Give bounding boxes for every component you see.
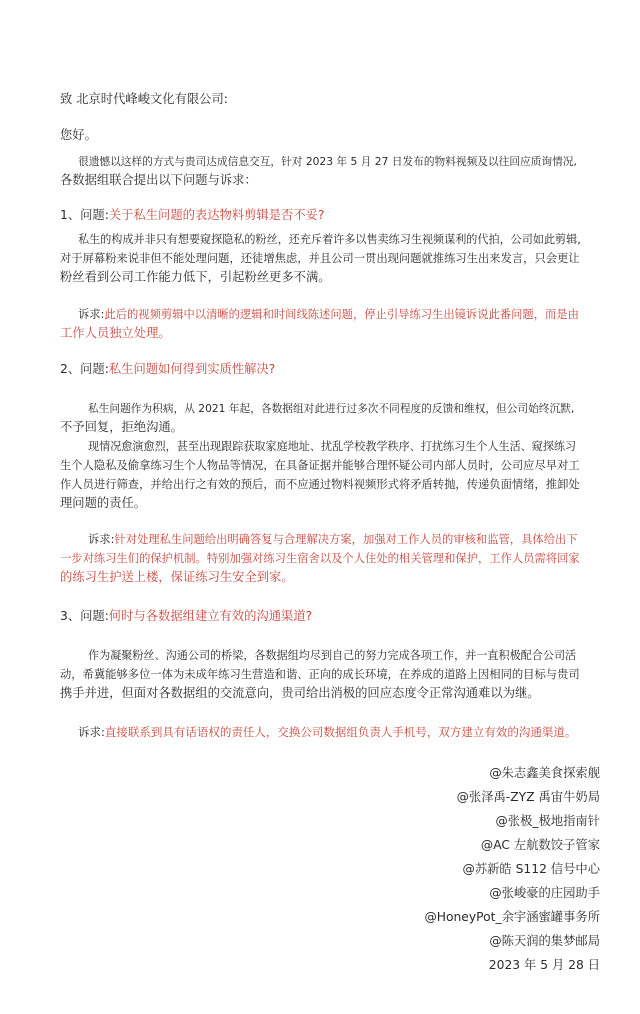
recipient-line: 致 北京时代峰峻文化有限公司: [60,92,228,106]
question-label: 3、问题: [60,609,109,623]
body-line: 现情况愈演愈烈，甚至出现跟踪获取家庭地址、扰乱学校教学秩序、打扰练习生个人生活、窥探练习 [88,440,577,453]
question-text: 何时与各数据组建立有效的沟通渠道? [108,609,313,623]
question-heading [60,608,580,625]
intro-line: 很遗憾以这样的方式与贵司达成信息交互，针对 2023 年 5 月 27 日发布的物料视频及以往回应质询情况, [78,155,577,168]
question-label: 2、问题: [60,362,109,376]
demand-text: 针对处理私生问题给出明确答复与合理解决方案，加强对工作人员的审核和监管，具体给出下 [114,533,578,546]
demand-text: 直接联系到具有话语权的责任人，交换公司数据组负责人手机号，双方建立有效的沟通渠道。 [104,725,577,739]
signature: @陈天润的集梦邮局 [489,934,600,948]
body-line: 粉丝看到公司工作能力低下，引起粉丝更多不满。 [60,270,331,284]
body-line: 携手并进，但面对各数据组的交流意向，贵司给出消极的回应态度令正常沟通难以为继。 [60,686,540,700]
signature: @张泽禹-ZYZ 禹宙牛奶局 [456,790,600,804]
signature: @AC 左航数饺子管家 [480,838,600,852]
body-line: 对于屏幕粉来说非但不能处理问题，还徒增焦虑，并且公司一贯出现问题就推练习生出来发言，只会更让 [60,252,580,265]
body-line: 私生问题作为积病，从 2021 年起，各数据组对此进行过多次不同程度的反馈和维权，但公司始终沉默, [88,402,575,415]
question-text: 关于私生问题的表达物料剪辑是否不妥? [108,208,325,222]
demand-text: 此后的视频剪辑中以清晰的逻辑和时间线陈述问题，停止引导练习生出镜诉说此番问题，而是由 [104,308,579,321]
signature: @HoneyPot_余宇涵蜜罐事务所 [424,910,600,924]
body-line: 作人员进行筛查，并给出行之有效的预后，而不应通过物料视频形式将矛盾转抛，传递负面情绪，推卸处 [60,478,580,491]
body-line: 生个人隐私及偷拿练习生个人物品等情况，在具备证据并能够合理怀疑公司内部人员时，公司应尽早对工 [60,459,580,472]
body-line: 动，希冀能够多位一体为未成年练习生营造和谐、正向的成长环境，在养成的道路上因相同的目标与贵司 [60,668,580,681]
question-label: 1、问题: [60,208,109,222]
intro-line: 各数据组联合提出以下问题与诉求： [60,173,257,187]
body-line: 理问题的责任。 [60,496,147,510]
demand-label: 诉求: [78,308,105,321]
signature: @张峻豪的庄园助手 [489,886,600,900]
letter-date: 2023 年 5 月 28 日 [488,958,600,972]
demand-line [78,724,580,741]
demand-line: 一步对练习生们的保护机制。特别加强对练习生宿舍以及个人住处的相关管理和保护，工作人员需将回家 [60,552,580,565]
demand-line [78,306,580,323]
greeting: 您好。 [60,128,97,142]
question-heading [60,207,580,224]
body-line: 不予回复，拒绝沟通。 [60,420,183,434]
demand-line: 的练习生护送上楼，保证练习生安全到家。 [60,570,294,584]
signature: @张极_极地指南针 [495,814,600,828]
body-line: 作为凝聚粉丝、沟通公司的桥梁，各数据组均尽到自己的努力完成各项工作，并一直积极配合公司活 [88,649,577,662]
question-heading [60,361,580,378]
demand-line: 工作人员独立处理。 [60,326,171,340]
question-text: 私生问题如何得到实质性解决? [108,362,276,376]
demand-label: 诉求: [78,725,105,739]
signature: @苏新皓 S112 信号中心 [462,862,600,876]
demand-line [88,531,580,548]
signature: @朱志鑫美食探索舰 [489,766,600,780]
demand-label: 诉求: [88,533,115,546]
body-line: 私生的构成并非只有想要窥探隐私的粉丝，还充斥着许多以售卖练习生视频谋利的代拍，公司如此剪辑, [78,233,581,246]
